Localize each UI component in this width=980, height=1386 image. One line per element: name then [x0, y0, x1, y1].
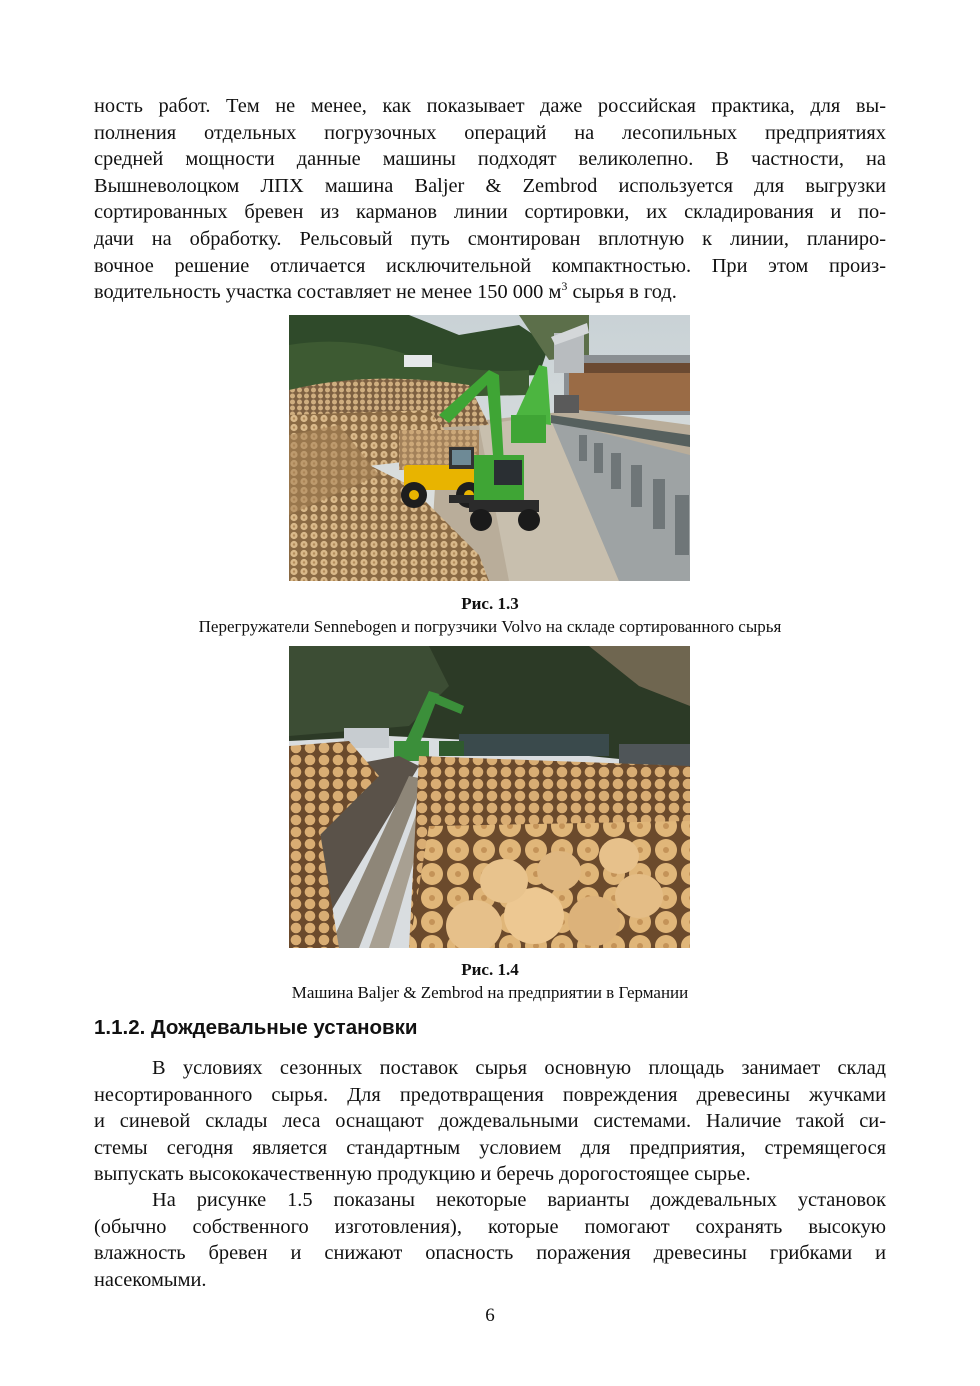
text-line: насекомыми. [94, 1268, 207, 1291]
log-piles-photo-illustration [289, 646, 690, 948]
paragraph-rain-systems [94, 1055, 886, 1188]
text-line: вочное решение отличается исключительной компактностью. При этом произ- [94, 254, 886, 277]
text-line [94, 279, 886, 306]
text-line: несортированного сырья. Для предотвращения повреждения древесины жучками [94, 1083, 886, 1106]
paragraph-figure-reference [94, 1187, 886, 1293]
text-line: ность работ. Тем не менее, как показывает даже российская практика, для вы- [94, 95, 886, 117]
text-line: полнения отдельных погрузочных операций на лесопильных предприятиях [94, 121, 886, 144]
text-line: и синевой склады леса оснащают дождевальными системами. Наличие такой си- [94, 1110, 886, 1133]
text-line: выпускать высококачественную продукцию и беречь дорогостоящее сырье. [94, 1163, 751, 1186]
text-line: Вышневолоцком ЛПХ машина Baljer & Zembrod используется для выгрузки [94, 174, 886, 197]
figure-1-4-caption: Машина Baljer & Zembrod на предприятии в Германии [291, 983, 689, 1002]
figure-1-4-photo [289, 646, 690, 948]
text-line: дачи на обработку. Рельсовый путь смонтирован вплотную к линии, планиро- [94, 227, 886, 250]
text-line: стемы сегодня является стандартным условием для предприятия, стремящегося [94, 1136, 886, 1159]
text-line: (обычно собственного изготовления), которые помогают сохранять высокую [94, 1215, 886, 1238]
figure-1-3-photo [289, 315, 690, 581]
text-line: В условиях сезонных поставок сырья основную площадь занимает склад [152, 1057, 886, 1079]
text-fragment: водительность участка составляет не менее 150 000 м [94, 281, 562, 304]
superscript: 3 [561, 279, 568, 294]
text-line: средней мощности данные машины подходят великолепно. В частности, на [94, 148, 886, 171]
figure-1-3-number: Рис. 1.3 [461, 594, 519, 613]
figure-1-3-caption: Перегружатели Sennebogen и погрузчики Volvo на складе сортированного сырья [198, 617, 782, 636]
paragraph-intro [94, 93, 886, 306]
text-fragment: сырья в год. [567, 281, 677, 304]
figure-1-4-number: Рис. 1.4 [461, 960, 519, 979]
page-number: 6 [485, 1305, 495, 1326]
section-heading: 1.1.2. Дождевальные установки [94, 1016, 418, 1039]
text-line: На рисунке 1.5 показаны некоторые варианты дождевальных установок [152, 1189, 886, 1211]
log-yard-photo-illustration [289, 315, 690, 581]
text-line: влажность бревен и снижают опасность поражения древесины грибками и [94, 1242, 886, 1265]
text-line: сортированных бревен из карманов линии сортировки, их складирования и по- [94, 201, 886, 224]
